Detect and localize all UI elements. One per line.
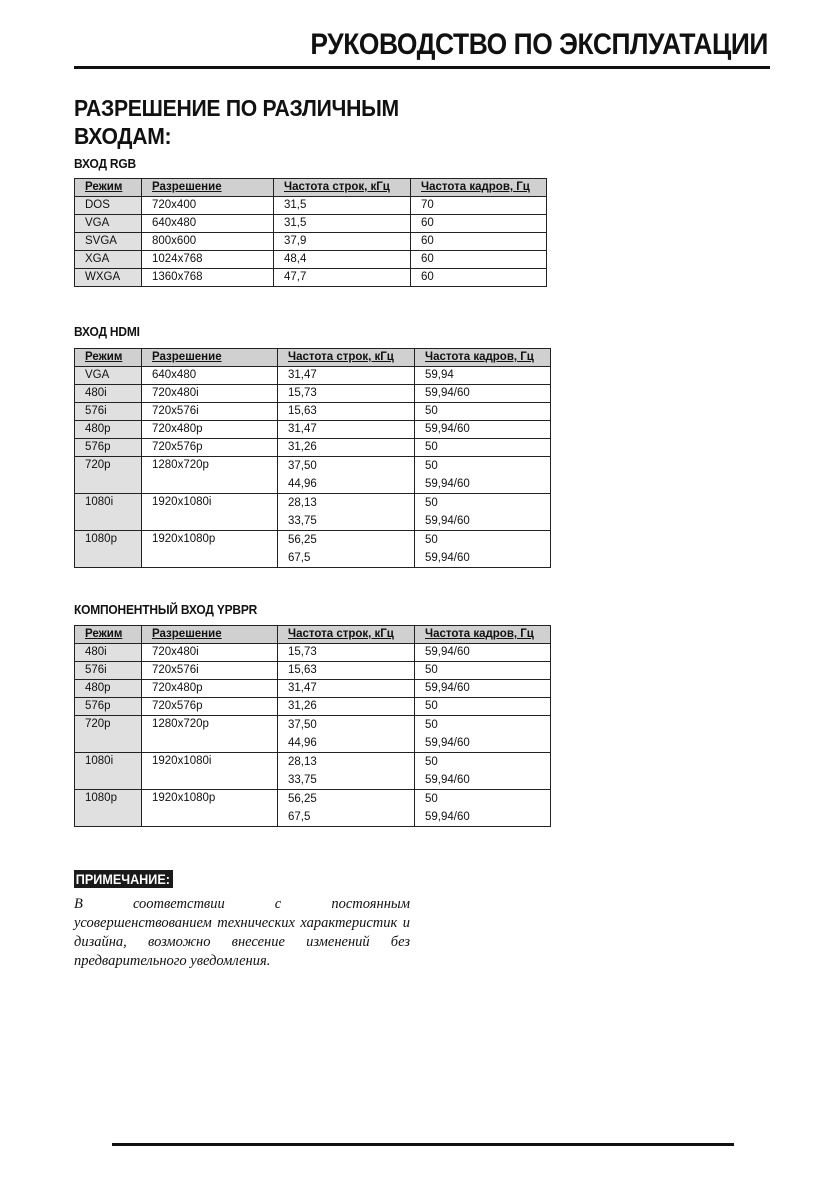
cell-line-frequency-value: 37,50 xyxy=(288,719,317,731)
cell-line-frequency: 48,4 xyxy=(274,251,411,269)
cell-mode: 1080i xyxy=(75,494,142,531)
cell-frame-rate: 50 xyxy=(415,403,551,421)
page-title-line-2: ВХОДАМ: xyxy=(74,123,172,149)
cell-frame-rate: 50 xyxy=(415,662,551,680)
cell-line-frequency: 15,63 xyxy=(278,662,415,680)
cell-line-frequency: 37,9 xyxy=(274,233,411,251)
column-header-frame-rate: Частота кадров, Гц xyxy=(415,626,551,644)
cell-line-frequency: 31,26 xyxy=(278,698,415,716)
cell-frame-rate xyxy=(415,753,551,790)
cell-frame-rate: 59,94/60 xyxy=(415,421,551,439)
table-header-row xyxy=(75,179,547,197)
column-header-frame-rate: Частота кадров, Гц xyxy=(411,179,547,197)
cell-mode: 480i xyxy=(75,385,142,403)
cell-line-frequency-value: 33,75 xyxy=(288,774,317,786)
cell-line-frequency xyxy=(278,494,415,531)
table-row xyxy=(75,698,551,716)
table-row xyxy=(75,644,551,662)
cell-frame-rate: 70 xyxy=(411,197,547,215)
table-row xyxy=(75,457,551,494)
page-header-title: РУКОВОДСТВО ПО ЭКСПЛУАТАЦИИ xyxy=(310,28,768,61)
column-header-line-frequency: Частота строк, кГц xyxy=(278,626,415,644)
cell-mode: 576p xyxy=(75,439,142,457)
cell-frame-rate: 60 xyxy=(411,233,547,251)
note-text: В соответствии с постоянным усовершенствованием технических характеристик и дизайна, возможно внесение изменений без предварительного уведомления. xyxy=(74,896,410,969)
cell-frame-rate-value: 50 xyxy=(425,793,438,805)
footer-divider xyxy=(112,1143,734,1146)
cell-line-frequency: 15,73 xyxy=(278,644,415,662)
cell-frame-rate-value: 50 xyxy=(425,460,438,472)
table-row xyxy=(75,753,551,790)
cell-resolution: 1920x1080p xyxy=(142,531,278,568)
cell-frame-rate: 50 xyxy=(415,439,551,457)
cell-frame-rate xyxy=(415,494,551,531)
cell-line-frequency: 31,47 xyxy=(278,680,415,698)
cell-mode: 720p xyxy=(75,716,142,753)
cell-mode: 480i xyxy=(75,644,142,662)
cell-frame-rate-value: 50 xyxy=(425,719,438,731)
cell-line-frequency-value: 56,25 xyxy=(288,534,317,546)
cell-mode: 576p xyxy=(75,698,142,716)
table-row xyxy=(75,367,551,385)
cell-mode: XGA xyxy=(75,251,142,269)
hdmi-resolution-table xyxy=(74,348,551,568)
cell-frame-rate-value: 50 xyxy=(425,497,438,509)
cell-mode: 576i xyxy=(75,403,142,421)
cell-mode: WXGA xyxy=(75,269,142,287)
cell-resolution: 720x576p xyxy=(142,439,278,457)
cell-line-frequency: 15,63 xyxy=(278,403,415,421)
column-header-mode: Режим xyxy=(75,179,142,197)
cell-frame-rate-value: 59,94/60 xyxy=(425,515,470,527)
cell-line-frequency: 47,7 xyxy=(274,269,411,287)
table-row xyxy=(75,680,551,698)
cell-frame-rate: 50 xyxy=(415,698,551,716)
cell-line-frequency-value: 67,5 xyxy=(288,811,311,823)
table-row xyxy=(75,251,547,269)
cell-line-frequency xyxy=(278,457,415,494)
cell-resolution: 720x400 xyxy=(142,197,274,215)
cell-mode: 1080i xyxy=(75,753,142,790)
cell-line-frequency-value: 37,50 xyxy=(288,460,317,472)
cell-line-frequency-value: 28,13 xyxy=(288,497,317,509)
table-row xyxy=(75,439,551,457)
cell-frame-rate: 59,94 xyxy=(415,367,551,385)
table-row xyxy=(75,269,547,287)
cell-resolution: 640x480 xyxy=(142,367,278,385)
cell-resolution: 720x576i xyxy=(142,662,278,680)
cell-frame-rate-value: 59,94/60 xyxy=(425,737,470,749)
cell-line-frequency: 31,5 xyxy=(274,215,411,233)
cell-line-frequency-value: 28,13 xyxy=(288,756,317,768)
table-row xyxy=(75,215,547,233)
column-header-resolution: Разрешение xyxy=(142,349,278,367)
cell-line-frequency xyxy=(278,753,415,790)
cell-line-frequency: 31,26 xyxy=(278,439,415,457)
page-title-line-1: РАЗРЕШЕНИЕ ПО РАЗЛИЧНЫМ xyxy=(74,95,399,121)
column-header-resolution: Разрешение xyxy=(142,626,278,644)
table-header-row xyxy=(75,349,551,367)
cell-frame-rate-value: 59,94/60 xyxy=(425,552,470,564)
cell-resolution: 1920x1080p xyxy=(142,790,278,827)
cell-resolution: 720x576p xyxy=(142,698,278,716)
table-row xyxy=(75,716,551,753)
cell-frame-rate-value: 59,94/60 xyxy=(425,774,470,786)
header-divider xyxy=(74,66,770,69)
cell-resolution: 720x480p xyxy=(142,421,278,439)
cell-frame-rate: 59,94/60 xyxy=(415,680,551,698)
cell-line-frequency: 31,47 xyxy=(278,367,415,385)
cell-resolution: 720x480i xyxy=(142,644,278,662)
cell-line-frequency-value: 56,25 xyxy=(288,793,317,805)
cell-mode: 720p xyxy=(75,457,142,494)
cell-frame-rate xyxy=(415,531,551,568)
table-row xyxy=(75,197,547,215)
cell-line-frequency xyxy=(278,790,415,827)
cell-resolution: 1920x1080i xyxy=(142,753,278,790)
cell-frame-rate: 59,94/60 xyxy=(415,644,551,662)
table-row xyxy=(75,385,551,403)
hdmi-section-label: ВХОД HDMI xyxy=(74,324,140,339)
cell-frame-rate-value: 50 xyxy=(425,534,438,546)
cell-line-frequency: 15,73 xyxy=(278,385,415,403)
cell-resolution: 1280x720p xyxy=(142,716,278,753)
cell-resolution: 640x480 xyxy=(142,215,274,233)
component-section-label: КОМПОНЕНТНЫЙ ВХОД YPBPR xyxy=(74,602,258,617)
cell-mode: 576i xyxy=(75,662,142,680)
cell-line-frequency-value: 33,75 xyxy=(288,515,317,527)
cell-resolution: 800x600 xyxy=(142,233,274,251)
table-row xyxy=(75,494,551,531)
cell-mode: VGA xyxy=(75,367,142,385)
cell-line-frequency-value: 44,96 xyxy=(288,737,317,749)
table-header-row xyxy=(75,626,551,644)
cell-resolution: 720x480p xyxy=(142,680,278,698)
cell-frame-rate-value: 50 xyxy=(425,756,438,768)
cell-frame-rate: 59,94/60 xyxy=(415,385,551,403)
component-resolution-table xyxy=(74,625,551,827)
page-title xyxy=(74,94,399,150)
column-header-mode: Режим xyxy=(75,349,142,367)
cell-resolution: 720x480i xyxy=(142,385,278,403)
column-header-frame-rate: Частота кадров, Гц xyxy=(415,349,551,367)
table-row xyxy=(75,662,551,680)
cell-frame-rate: 60 xyxy=(411,251,547,269)
cell-resolution: 1920x1080i xyxy=(142,494,278,531)
rgb-section-label: ВХОД RGB xyxy=(74,156,136,171)
cell-line-frequency: 31,5 xyxy=(274,197,411,215)
table-row xyxy=(75,403,551,421)
cell-resolution: 1024x768 xyxy=(142,251,274,269)
column-header-resolution: Разрешение xyxy=(142,179,274,197)
note-title: ПРИМЕЧАНИЕ: xyxy=(74,870,173,888)
cell-frame-rate: 60 xyxy=(411,215,547,233)
cell-mode: VGA xyxy=(75,215,142,233)
cell-line-frequency xyxy=(278,716,415,753)
column-header-line-frequency: Частота строк, кГц xyxy=(278,349,415,367)
cell-frame-rate xyxy=(415,790,551,827)
cell-frame-rate xyxy=(415,457,551,494)
cell-resolution: 720x576i xyxy=(142,403,278,421)
cell-mode: 1080p xyxy=(75,790,142,827)
cell-frame-rate: 60 xyxy=(411,269,547,287)
cell-line-frequency xyxy=(278,531,415,568)
table-row xyxy=(75,790,551,827)
cell-mode: 1080p xyxy=(75,531,142,568)
cell-line-frequency-value: 67,5 xyxy=(288,552,311,564)
cell-line-frequency: 31,47 xyxy=(278,421,415,439)
table-row xyxy=(75,421,551,439)
cell-mode: DOS xyxy=(75,197,142,215)
column-header-mode: Режим xyxy=(75,626,142,644)
cell-mode: 480p xyxy=(75,421,142,439)
cell-frame-rate-value: 59,94/60 xyxy=(425,478,470,490)
cell-frame-rate-value: 59,94/60 xyxy=(425,811,470,823)
cell-mode: SVGA xyxy=(75,233,142,251)
cell-mode: 480p xyxy=(75,680,142,698)
table-row xyxy=(75,531,551,568)
table-row xyxy=(75,233,547,251)
cell-frame-rate xyxy=(415,716,551,753)
column-header-line-frequency: Частота строк, кГц xyxy=(274,179,411,197)
cell-resolution: 1280x720p xyxy=(142,457,278,494)
cell-resolution: 1360x768 xyxy=(142,269,274,287)
rgb-resolution-table xyxy=(74,178,547,287)
cell-line-frequency-value: 44,96 xyxy=(288,478,317,490)
